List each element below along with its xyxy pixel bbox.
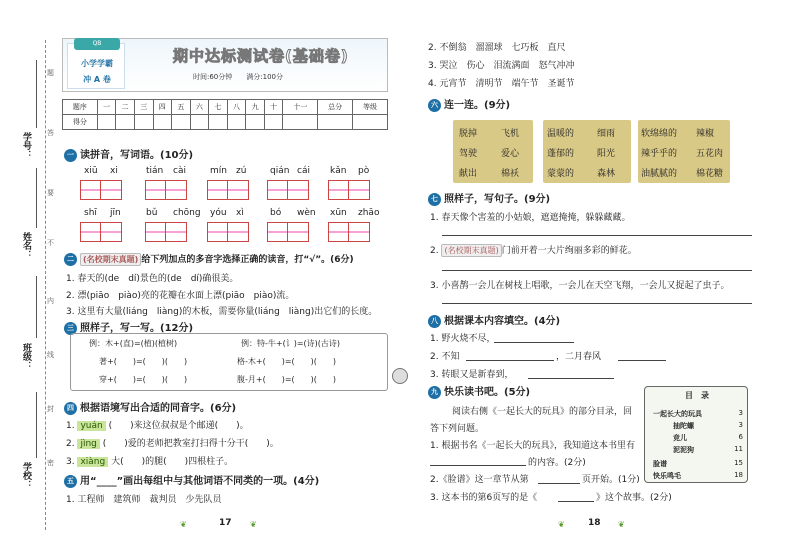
section-number: 八 <box>428 315 441 328</box>
pinyin-syllable: wèn <box>297 208 316 218</box>
question-line: 1. 野火烧不尽， <box>430 334 496 344</box>
question-line: 3. 小喜鹊一会儿在树枝上唱歌，一会儿在天空飞翔，一会儿又捉起了虫子。 <box>430 281 730 291</box>
example-1: 例：木+(直)=(植)(植树) <box>89 339 178 348</box>
binding-char: 内 <box>47 297 54 305</box>
brand-logo: QB <box>74 38 120 50</box>
question-line <box>66 454 233 467</box>
score-table-header-cell: 五 <box>172 100 191 115</box>
class-field[interactable] <box>36 276 37 338</box>
pinyin-syllable: bó <box>270 208 282 218</box>
match-word[interactable]: 温暖的 <box>547 129 575 139</box>
q-text[interactable]: ( )来这位叔叔是个邮递( )。 <box>108 421 249 431</box>
score-cell[interactable] <box>227 115 246 130</box>
question-line: 的内容。(2分) <box>528 458 586 468</box>
pinyin-syllable: kǎn <box>330 166 347 176</box>
binding-char: 线 <box>47 351 54 359</box>
question-line: 4. 元宵节 清明节 端午节 圣诞节 <box>428 79 575 89</box>
toc-name: 一起长大的玩具 <box>653 410 702 418</box>
section-5-title <box>64 472 319 488</box>
section-number: 二 <box>64 253 77 266</box>
section-8-title <box>428 312 560 328</box>
pinyin-syllable: tián <box>146 166 164 176</box>
blank-row[interactable]: 著+( )=( )( ) <box>99 357 188 366</box>
section-4-title <box>64 399 236 415</box>
match-word[interactable]: 森林 <box>597 169 616 179</box>
question-line: 2. 漂(piāo piào)亮的花瓣在水面上漂(piāo piào)流。 <box>66 291 295 301</box>
toc-row <box>653 409 743 419</box>
score-table-header-cell: 等级 <box>353 100 388 115</box>
question-line: 3. 这里有大量(liáng liàng)的木板，需要你量(liáng liàng)出它们的长度。 <box>66 307 378 317</box>
section-1-title <box>64 146 193 162</box>
match-word[interactable]: 细雨 <box>597 129 616 139</box>
sprout-icon: ❦ <box>618 520 625 529</box>
question-line: 3. 哭泣 伤心 泪流满面 怒气冲冲 <box>428 61 575 71</box>
pinyin-syllable: mín <box>210 166 227 176</box>
sprout-icon: ❦ <box>250 520 257 529</box>
toc-page: 6 <box>738 433 743 441</box>
question-line: 2. 不倒翁 溜溜球 七巧板 直尺 <box>428 43 566 53</box>
question-line: 2. 不知 <box>430 352 460 362</box>
pinyin-syllable: shī <box>84 208 97 218</box>
match-word[interactable]: 棉袄 <box>501 169 520 179</box>
match-word[interactable]: 飞机 <box>501 129 520 139</box>
match-word[interactable]: 软绵绵的 <box>641 129 678 139</box>
score-cell[interactable] <box>116 115 135 130</box>
binding-char: 不 <box>47 239 54 247</box>
section-title-text: 用“____”画出每组中与其他词语不同类的一项。(4分) <box>80 476 320 487</box>
toc-row <box>673 445 743 455</box>
blank-row[interactable]: 穿+( )=( )( ) <box>99 375 188 384</box>
match-word[interactable]: 五花肉 <box>696 149 724 159</box>
question-line: 页开始。(1分) <box>582 475 640 485</box>
section-2-title <box>64 252 354 266</box>
q-text[interactable]: 大( )的腿( )四根柱子。 <box>111 457 234 467</box>
writing-grid[interactable] <box>80 222 122 242</box>
score-cell[interactable] <box>190 115 209 130</box>
score-row-label: 得分 <box>63 115 98 130</box>
score-cell[interactable] <box>209 115 228 130</box>
score-table <box>62 99 388 130</box>
pinyin-syllable: chōng <box>173 208 201 218</box>
match-word[interactable]: 辣乎乎的 <box>641 149 678 159</box>
toc-name: 竞儿 <box>673 434 687 442</box>
page-number-right: 18 <box>588 518 601 528</box>
answer-line[interactable] <box>618 360 666 361</box>
score-cell[interactable] <box>97 115 116 130</box>
writing-grid[interactable] <box>207 180 249 200</box>
toc-page: 11 <box>734 445 743 453</box>
score-cell[interactable] <box>246 115 265 130</box>
match-word[interactable]: 阳光 <box>597 149 616 159</box>
match-word[interactable]: 驾驶 <box>459 149 478 159</box>
question-line: 3. 转眼又是新春到， <box>430 370 514 380</box>
score-table-header-cell: 十 <box>264 100 283 115</box>
match-word[interactable]: 蒙蒙的 <box>547 169 575 179</box>
pinyin-syllable: cài <box>173 166 186 176</box>
answer-line[interactable] <box>442 270 752 271</box>
toc-page: 3 <box>738 421 743 429</box>
answer-line[interactable] <box>430 465 526 466</box>
score-cell[interactable] <box>172 115 191 130</box>
exam-tag: (名校期末真题) <box>441 244 501 257</box>
score-table-header-cell: 一 <box>97 100 116 115</box>
blank-row[interactable]: 格-木+( )=( )( ) <box>237 357 337 366</box>
mascot-icon <box>392 368 408 384</box>
binding-strip <box>0 0 58 549</box>
match-word[interactable]: 棉花糖 <box>696 169 724 179</box>
section-6-title <box>428 96 510 112</box>
reading-intro: 阅读右侧《一起长大的玩具》的部分目录，回 <box>452 407 633 417</box>
pinyin-syllable: zú <box>236 166 247 176</box>
binding-dash-line <box>45 40 46 530</box>
pinyin-syllable: jīn <box>110 208 121 218</box>
question-line: 1. 根据书名《一起长大的玩具》，我知道这本书里有 <box>430 441 635 451</box>
section-title-text: 根据课本内容填空。(4分) <box>444 316 561 327</box>
exam-full-score: 满分:100分 <box>246 73 283 81</box>
page-number-left: 17 <box>219 518 232 528</box>
student-number-field[interactable] <box>36 60 37 128</box>
toc-row <box>673 433 743 443</box>
binding-char: 题 <box>47 69 54 77</box>
toc-row <box>653 471 743 481</box>
label-student-number: 学号： <box>21 132 31 159</box>
match-word[interactable]: 献出 <box>459 169 478 179</box>
score-table-header-cell: 七 <box>209 100 228 115</box>
answer-line[interactable] <box>466 360 554 361</box>
writing-grid[interactable] <box>80 180 122 200</box>
match-word[interactable]: 油腻腻的 <box>641 169 678 179</box>
match-word[interactable]: 辣椒 <box>696 129 715 139</box>
pinyin-syllable: xi <box>110 166 118 176</box>
exam-time: 时间:60分钟 <box>193 73 233 81</box>
pinyin-highlight: yuán <box>77 421 105 431</box>
toc-title: 目 录 <box>685 391 709 400</box>
section-number: 七 <box>428 193 441 206</box>
question-line: 1. 春天像个害羞的小姑娘，遮遮掩掩，躲躲藏藏。 <box>430 213 631 223</box>
toc-page: 15 <box>734 459 743 467</box>
q-number: 2. <box>66 439 75 449</box>
toc-row <box>673 421 743 431</box>
toc-page: 18 <box>734 471 743 479</box>
question-line: ，二月春风 <box>556 352 602 362</box>
pinyin-syllable: zhāo <box>358 208 380 218</box>
toc-name: 抽陀螺 <box>673 422 694 430</box>
section-number: 四 <box>64 402 77 415</box>
section-number: 三 <box>64 322 77 335</box>
question-line <box>66 418 249 431</box>
brand-grade: 小学学霸 <box>81 59 113 68</box>
pinyin-syllable: xūn <box>330 208 347 218</box>
toc-name: 快乐鸣毛 <box>653 472 681 480</box>
question-line: 2.《脸谱》这一章节从第 <box>430 475 529 485</box>
table-of-contents <box>644 386 748 483</box>
score-cell[interactable] <box>283 115 318 130</box>
section-title-text: 照样子，写一写。(12分) <box>80 323 194 334</box>
question-line: 2. (名校期末真题) 门前开着一大片绚丽多彩的鲜花。 <box>430 246 637 256</box>
school-field[interactable] <box>36 392 37 458</box>
blank-row[interactable]: 腹-月+( )=( )( ) <box>237 375 337 384</box>
pinyin-syllable: xiū <box>84 166 98 176</box>
writing-grid[interactable] <box>328 222 370 242</box>
exam-tag: (名校期末真题) <box>80 253 141 266</box>
score-table-header-cell: 四 <box>153 100 172 115</box>
toc-page: 3 <box>738 409 743 417</box>
question-line: 1. 春天的(de dí)景色的(de dí)确很美。 <box>66 274 239 284</box>
score-table-header-cell: 总分 <box>318 100 353 115</box>
reading-intro: 答下列问题。 <box>430 424 485 434</box>
match-word[interactable]: 蓬郁的 <box>547 149 575 159</box>
sprout-icon: ❦ <box>558 520 565 529</box>
writing-grid[interactable] <box>267 180 309 200</box>
score-table-header-cell: 十一 <box>283 100 318 115</box>
match-box-1 <box>453 120 533 183</box>
section-title-text: 给下列加点的多音字选择正确的读音，打“√”。(6分) <box>141 255 354 265</box>
answer-line[interactable] <box>558 501 594 502</box>
q-text[interactable]: ( )爱的老师把教室打扫得十分干( )。 <box>102 439 279 449</box>
toc-name: 泥泥狗 <box>673 446 694 454</box>
score-table-header-cell: 八 <box>227 100 246 115</box>
pinyin-syllable: bǔ <box>146 208 158 218</box>
score-cell[interactable] <box>353 115 388 130</box>
score-table-header-cell: 六 <box>190 100 209 115</box>
answer-line[interactable] <box>538 483 580 484</box>
section-title-text: 照样子，写句子。(9分) <box>444 194 551 205</box>
section-number: 六 <box>428 99 441 112</box>
question-line: 3. 这本书的第6页写的是《 <box>430 493 538 503</box>
writing-grid[interactable] <box>207 222 249 242</box>
writing-grid[interactable] <box>145 222 187 242</box>
label-school: 学校： <box>21 462 31 489</box>
exam-title: 期中达标测试卷(基础卷) <box>173 47 349 65</box>
label-class: 班级： <box>21 343 31 370</box>
binding-char: 要 <box>47 189 54 197</box>
score-cell[interactable] <box>134 115 153 130</box>
pinyin-syllable: cái <box>297 166 310 176</box>
score-cell[interactable] <box>264 115 283 130</box>
score-cell[interactable] <box>153 115 172 130</box>
score-cell[interactable] <box>318 115 353 130</box>
section-number: 一 <box>64 149 77 162</box>
question-line: 1. 工程师 建筑师 裁判员 少先队员 <box>66 495 222 505</box>
answer-line[interactable] <box>442 303 752 304</box>
answer-line[interactable] <box>494 342 574 343</box>
score-table-header-row <box>63 100 388 115</box>
toc-name: 脸谱 <box>653 460 667 468</box>
brand-box <box>67 40 125 89</box>
toc-row <box>653 459 743 469</box>
pinyin-syllable: pò <box>358 166 370 176</box>
writing-grid[interactable] <box>145 180 187 200</box>
match-box-3 <box>638 120 730 183</box>
section-number: 九 <box>428 386 441 399</box>
section-title-text: 根据语境写出合适的同音字。(6分) <box>80 403 237 414</box>
section-title-text: 快乐读书吧。(5分) <box>444 387 531 398</box>
section-9-title <box>428 383 530 399</box>
section-number: 五 <box>64 475 77 488</box>
binding-char: 封 <box>47 405 54 413</box>
example-box <box>70 333 388 391</box>
pinyin-highlight: jìng <box>77 439 99 449</box>
answer-line[interactable] <box>442 235 752 236</box>
section-title-text: 读拼音，写词语。(10分) <box>80 150 194 161</box>
pinyin-highlight: xiàng <box>77 457 108 467</box>
pinyin-syllable: qián <box>270 166 290 176</box>
q-text: 门前开着一大片绚丽多彩的鲜花。 <box>501 246 637 256</box>
score-table-header-cell: 九 <box>246 100 265 115</box>
score-table-score-row <box>63 115 388 130</box>
section-7-title <box>428 190 550 206</box>
binding-char: 答 <box>47 129 54 137</box>
writing-grid[interactable] <box>328 180 370 200</box>
pinyin-syllable: yóu <box>210 208 227 218</box>
score-table-header-cell: 三 <box>134 100 153 115</box>
sprout-icon: ❦ <box>180 520 187 529</box>
pinyin-syllable: xì <box>236 208 244 218</box>
example-2: 例：特-牛+(讠)=(诗)(古诗) <box>241 339 341 348</box>
score-table-header-cell: 二 <box>116 100 135 115</box>
question-line <box>66 436 279 449</box>
match-box-2 <box>543 120 631 183</box>
q-number: 3. <box>66 457 75 467</box>
match-word[interactable]: 爱心 <box>501 149 520 159</box>
exam-header <box>62 38 388 92</box>
answer-line[interactable] <box>528 378 614 379</box>
brand-subtitle: 冲 A 卷 <box>83 75 111 84</box>
question-line: 》这个故事。(2分) <box>596 493 672 503</box>
score-table-header-cell: 题序 <box>63 100 98 115</box>
q-number: 1. <box>66 421 75 431</box>
match-word[interactable]: 脱掉 <box>459 129 478 139</box>
section-title-text: 连一连。(9分) <box>444 100 511 111</box>
label-name: 姓名： <box>21 232 31 259</box>
binding-char: 密 <box>47 459 54 467</box>
exam-meta <box>193 72 283 82</box>
name-field[interactable] <box>36 168 37 228</box>
writing-grid[interactable] <box>267 222 309 242</box>
